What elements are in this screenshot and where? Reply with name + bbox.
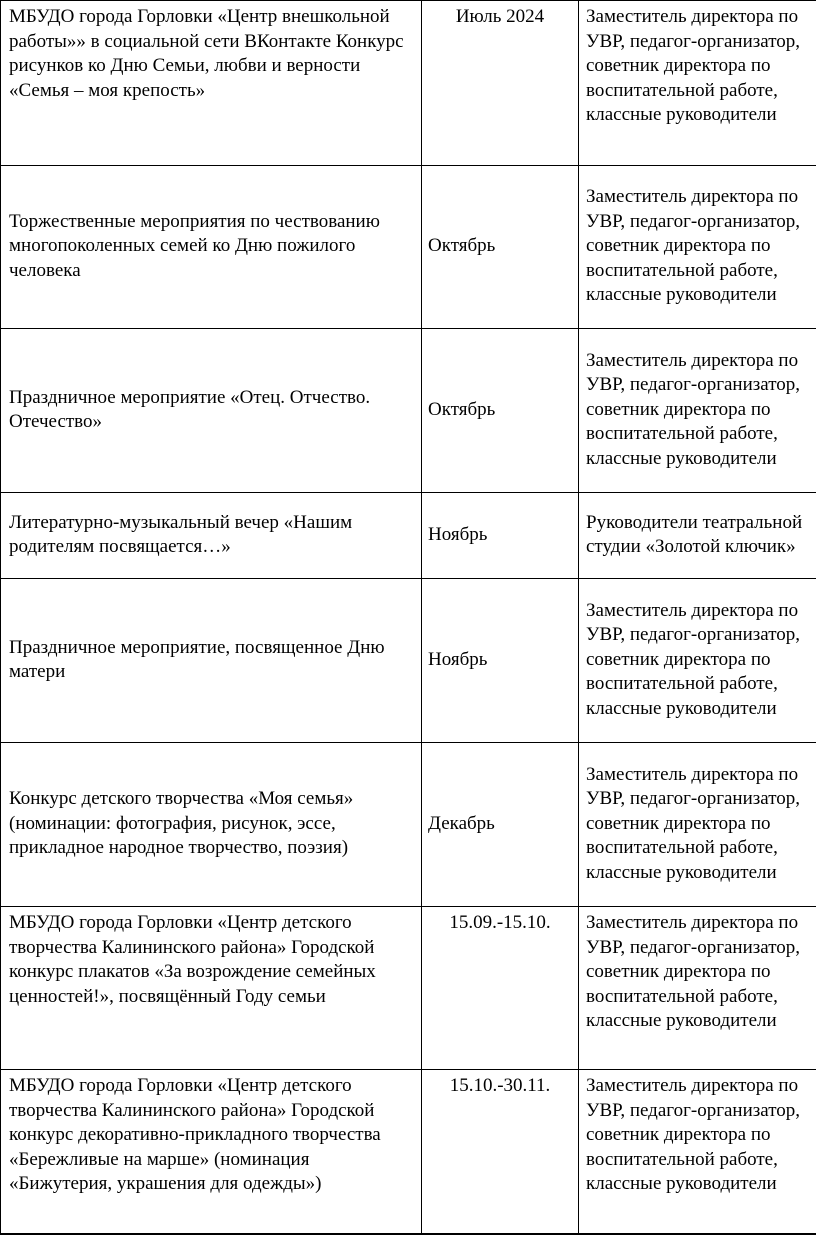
date-cell: Декабрь: [422, 743, 579, 907]
event-cell: Праздничное мероприятие «Отец. Отчество. Отечество»: [1, 329, 422, 493]
responsible-cell: Руководители театральной студии «Золотой ключик»: [579, 493, 816, 579]
table-row: [1, 166, 816, 329]
event-cell: МБУДО города Горловки «Центр детского творчества Калининского района» Городской конкурс декоративно-прикладного творчества «Бережливые на марше» (номинация «Бижутерия, украшения для одежды»): [1, 1070, 422, 1234]
event-cell: Литературно-музыкальный вечер «Нашим родителям посвящается…»: [1, 493, 422, 579]
table-row: [1, 579, 816, 743]
event-cell: Торжественные мероприятия по чествованию многопоколенных семей ко Дню пожилого человека: [1, 166, 422, 329]
responsible-cell: Заместитель директора по УВР, педагог-организатор, советник директора по воспитательной работе, классные руководители: [579, 579, 816, 743]
event-cell: МБУДО города Горловки «Центр детского творчества Калининского района» Городской конкурс плакатов «За возрождение семейных ценностей!», посвящённый Году семьи: [1, 907, 422, 1070]
date-cell: Июль 2024: [422, 1, 579, 166]
event-cell: Конкурс детского творчества «Моя семья» (номинации: фотография, рисунок, эссе, прикладное народное творчество, поэзия): [1, 743, 422, 907]
event-cell: Праздничное мероприятие, посвященное Дню матери: [1, 579, 422, 743]
responsible-cell: Заместитель директора по УВР, педагог-организатор, советник директора по воспитательной работе, классные руководители: [579, 1070, 816, 1234]
table-row: [1, 1, 816, 166]
responsible-cell: Заместитель директора по УВР, педагог-организатор, советник директора по воспитательной работе, классные руководители: [579, 329, 816, 493]
table-row: [1, 907, 816, 1070]
event-cell: МБУДО города Горловки «Центр внешкольной работы»» в социальной сети ВКонтакте Конкурс рисунков ко Дню Семьи, любви и верности «Семья – моя крепость»: [1, 1, 422, 166]
date-cell: Октябрь: [422, 166, 579, 329]
table-row: [1, 743, 816, 907]
responsible-cell: Заместитель директора по УВР, педагог-организатор, советник директора по воспитательной работе, классные руководители: [579, 907, 816, 1070]
table-row: [1, 1070, 816, 1234]
responsible-cell: Заместитель директора по УВР, педагог-организатор, советник директора по воспитательной работе, классные руководители: [579, 166, 816, 329]
responsible-cell: Заместитель директора по УВР, педагог-организатор, советник директора по воспитательной работе, классные руководители: [579, 1, 816, 166]
table-row: [1, 329, 816, 493]
date-cell: 15.10.-30.11.: [422, 1070, 579, 1234]
date-cell: Ноябрь: [422, 579, 579, 743]
date-cell: Октябрь: [422, 329, 579, 493]
table-row: [1, 493, 816, 579]
date-cell: Ноябрь: [422, 493, 579, 579]
responsible-cell: Заместитель директора по УВР, педагог-организатор, советник директора по воспитательной работе, классные руководители: [579, 743, 816, 907]
date-cell: 15.09.-15.10.: [422, 907, 579, 1070]
